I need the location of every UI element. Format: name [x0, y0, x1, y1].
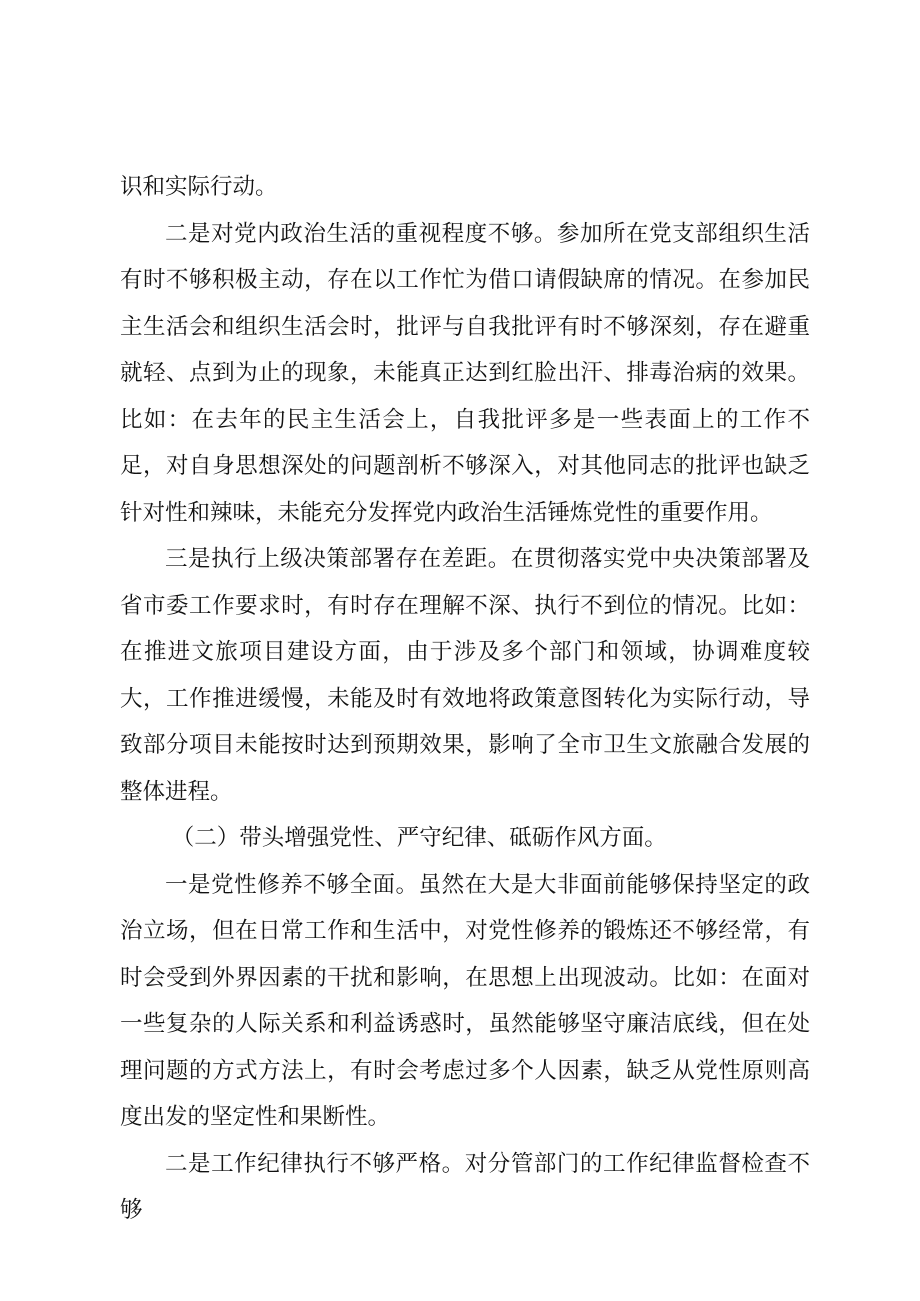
paragraph-party-cultivation: 一是党性修养不够全面。虽然在大是大非面前能够保持坚定的政治立场，但在日常工作和生活中，对党性修养的锻炼还不够经常，有时会受到外界因素的干扰和影响，在思想上出现波动。比如：在面对一些复杂的人际关系和利益诱惑时，虽然能够坚守廉洁底线，但在处理问题的方式方法上，有时会考虑过多个人因素，缺乏从党性原则高度出发的坚定性和果断性。	[120, 871, 810, 1130]
document-body	[120, 164, 810, 1234]
paragraph-political-life: 二是对党内政治生活的重视程度不够。参加所在党支部组织生活有时不够积极主动，存在以工作忙为借口请假缺席的情况。在参加民主生活会和组织生活会时，批评与自我批评有时不够深刻，存在避重就轻、点到为止的现象，未能真正达到红脸出汗、排毒治病的效果。比如：在去年的民主生活会上，自我批评多是一些表面上的工作不足，对自身思想深处的问题剖析不够深入，对其他同志的批评也缺乏针对性和辣味，未能充分发挥党内政治生活锤炼党性的重要作用。	[120, 220, 810, 526]
paragraph-continuation: 识和实际行动。	[120, 174, 278, 200]
section-heading-party-spirit: （二）带头增强党性、严守纪律、砥砺作风方面。	[171, 825, 667, 851]
paragraph-work-discipline: 二是工作纪律执行不够严格。对分管部门的工作纪律监督检查不够	[120, 1150, 810, 1223]
paragraph-decision-execution: 三是执行上级决策部署存在差距。在贯彻落实党中央决策部署及省市委工作要求时，有时存在理解不深、执行不到位的情况。比如：在推进文旅项目建设方面，由于涉及多个部门和领域，协调难度较大，工作推进缓慢，未能及时有效地将政策意图转化为实际行动，导致部分项目未能按时达到预期效果，影响了全市卫生文旅融合发展的整体进程。	[120, 546, 810, 805]
